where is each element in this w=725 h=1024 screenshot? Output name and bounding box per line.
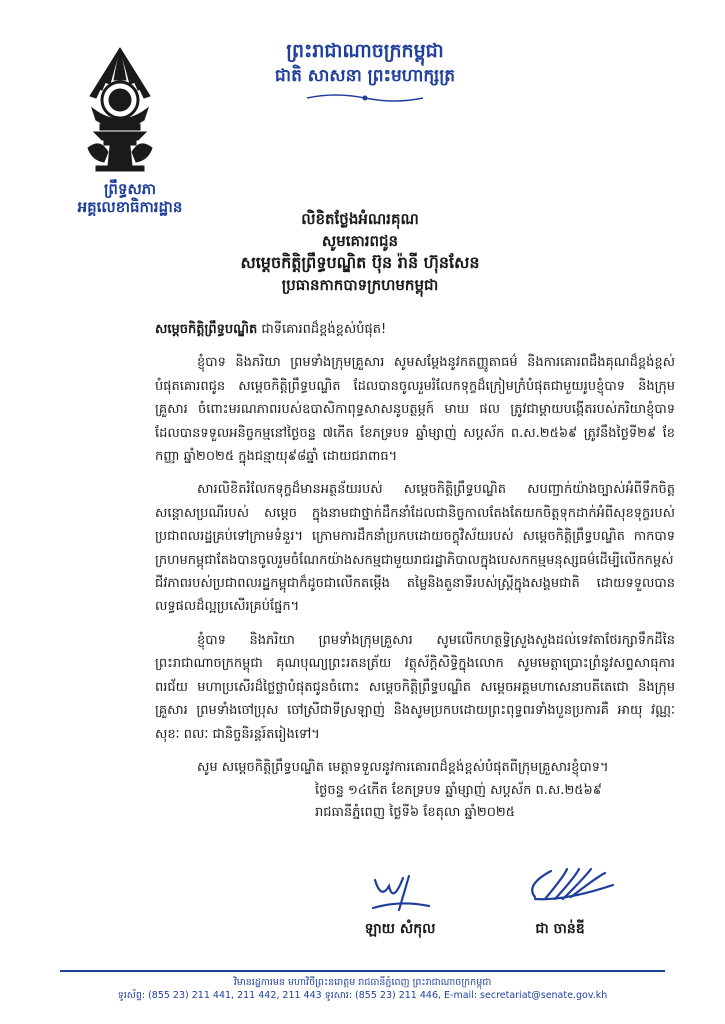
- title-line-4: ប្រធានកាកបាទក្រហមកម្ពុជា: [281, 276, 439, 294]
- footer-divider: [60, 970, 665, 972]
- signer-right-name: ជា ចាន់ឌី: [535, 921, 585, 937]
- paragraph-4: សូម សម្តេចកិត្តិព្រឹទ្ធបណ្ឌិត មេត្តាទទួលនូវការគោរពដ៏ខ្ពង់ខ្ពស់បំផុតពីក្រុមគ្រួសារខ្ញុំបាទ។: [197, 759, 609, 775]
- signer-left-name: ឡាយ សំកុល: [364, 921, 436, 937]
- title-line-1: លិខិតថ្លែងអំណរគុណ: [301, 210, 419, 228]
- national-motto: ជាតិ សាសនា ព្រះមហាក្សត្រ: [274, 66, 456, 86]
- paragraph-2: សារលិខិតរំលែកទុក្ខដ៏មានអត្ថន័យរបស់ សម្តេចកិត្តិព្រឹទ្ធបណ្ឌិត សបញ្ជាក់យ៉ាងច្បាស់អំពីទឹកចិត្តសន្តោសប្រណីរបស់ សម្តេច ក្នុងនាមជាថ្នាក់ដឹកនាំដែលជានិច្ចកាលតែងតែយកចិត្តទុកដាក់អំពីសុខទុក្ខរបស់ប្រជាពលរដ្ឋគ្រប់ទៅក្រាមទំនួរ។ ក្រោមការដឹកនាំប្រកបដោយចក្ខុវិស័យរបស់ សម្តេចកិត្តិព្រឹទ្ធបណ្ឌិត កាកបាទក្រហមកម្ពុជាតែងបានចូលរួមចំណែកយ៉ាងសកម្មជាមួយរាជរដ្ឋាភិបាលក្នុងបេសកកម្មមនុស្សធម៌ដើម្បីលើកកម្ពស់ជីវភាពរបស់ប្រជាពលរដ្ឋកម្ពុជាក៏ដូចជាលើកតម្កើង តម្លៃនិងតួនាទីរបស់ស្ត្រីក្នុងសង្គមជាតិ ដោយទទួលបានលទ្ធផលដ៏ល្អប្រសើរគ្រប់ផ្នែក។: [155, 482, 675, 615]
- ornament-divider-icon: [305, 92, 425, 104]
- footer-address: វិមានរដ្ឋការមន មហាវិថីព្រះនរោត្តម រាជធានីភ្នំពេញ ព្រះរាជាណាចក្រកម្ពុជា: [233, 977, 492, 988]
- salutation-title: សម្តេចកិត្តិព្រឹទ្ធបណ្ឌិត: [155, 322, 258, 337]
- footer: [60, 976, 665, 1002]
- salutation-rest: ជាទីគោរពដ៏ខ្ពង់ខ្ពស់បំផុត!: [257, 322, 387, 337]
- signature-right-icon: [505, 855, 625, 915]
- date-block: [315, 780, 655, 824]
- paragraph-1: ខ្ញុំបាទ និងភរិយា ព្រមទាំងក្រុមគ្រួសារ សូមសម្តែងនូវកតញ្ញូតាធម៌ និងការគោរពដឹងគុណដ៏ខ្ពង់ខ្ពស់បំផុតគោរពជូន សម្តេចកិត្តិព្រឹទ្ធបណ្ឌិត ដែលបានចូលរួមរំលែកទុក្ខដ៏ក្រៀមក្រំបំផុតជាមួយរូបខ្ញុំបាទ និងក្រុមគ្រួសារ ចំពោះមរណភាពរបស់ឧបាសិកាពុទ្ធសាសនូបត្ថម្ភក៍ មាឃ ផល ត្រូវជាម្តាយបង្កើតរបស់ភរិយាខ្ញុំបាទ ដែលបានទទួលអនិច្ចកម្មនៅថ្ងៃចន្ទ ៧កើត ខែភទ្របទ ឆ្នាំម្សាញ់ សប្តស័ក ព.ស.២៥៦៩ ត្រូវនឹងថ្ងៃទី២៩ ខែកញ្ញា ឆ្នាំ២០២៥ ក្នុងជន្មាយុ៩៨ឆ្នាំ ដោយជរាពាធ។: [155, 355, 675, 465]
- lunar-date: ថ្ងៃចន្ទ ១៤កើត ខែភទ្របទ ឆ្នាំម្សាញ់ សប្តស័ក ព.ស.២៥៦៩: [315, 783, 602, 798]
- letter-title: [150, 208, 570, 296]
- title-line-2: សូមគោរពជូន: [321, 232, 399, 250]
- kingdom-name: ព្រះរាជាណាចក្រកម្ពុជា: [286, 40, 444, 62]
- solar-date: រាជធានីភ្នំពេញ ថ្ងៃទី៦ ខែតុលា ឆ្នាំ២០២៥: [315, 805, 515, 820]
- kingdom-heading: [215, 38, 515, 104]
- paragraph-3: ខ្ញុំបាទ និងភរិយា ព្រមទាំងក្រុមគ្រួសារ សូមលើកហត្ថទ្វិស្រួងសួងដល់ទេវតាថែរក្សាទឹកដីនៃព្រះរាជាណាចក្រកម្ពុជា គុណបុណ្យព្រះរតនត្រ័យ វត្ថុស័ក្តិសិទ្ធិក្នុងលោក សូមមេត្តាប្រោះព្រំនូវសព្ទសាធុការពរជ័យ មហាប្រសើរដ៏ថ្លៃថ្លាបំផុតជូនចំពោះ សម្តេចកិត្តិព្រឹទ្ធបណ្ឌិត សម្តេចអគ្គមហាសេនាបតីតេជោ និងក្រុមគ្រួសារ ព្រមទាំងចៅប្រុស ចៅស្រីជាទីស្រឡាញ់ និងសូមប្រកបដោយព្រះពុទ្ធពរទាំងបួនប្រការគឺ អាយុ វណ្ណៈ សុខៈ ពលៈ ជានិច្ចនិរន្តរ៍តរៀងទៅ។: [155, 632, 675, 742]
- senate-name: ព្រឹទ្ធសភា: [103, 180, 157, 198]
- signature-left-icon: [345, 860, 445, 920]
- secretariat-name: អគ្គលេខាធិការដ្ឋាន: [77, 198, 183, 216]
- senate-emblem-icon: [74, 40, 166, 175]
- salutation: [155, 318, 675, 341]
- title-line-3: សម្តេចកិត្តិព្រឹទ្ធបណ្ឌិត ប៊ុន រ៉ានី ហ៊ុនសែន: [240, 253, 480, 272]
- letter-body: [155, 318, 675, 789]
- footer-contacts: ទូរស័ព្ទ: (855 23) 211 441, 211 442, 211 443 ទូរសារ: (855 23) 211 446, E-mail: secretariat@senate.gov.kh: [117, 990, 608, 1001]
